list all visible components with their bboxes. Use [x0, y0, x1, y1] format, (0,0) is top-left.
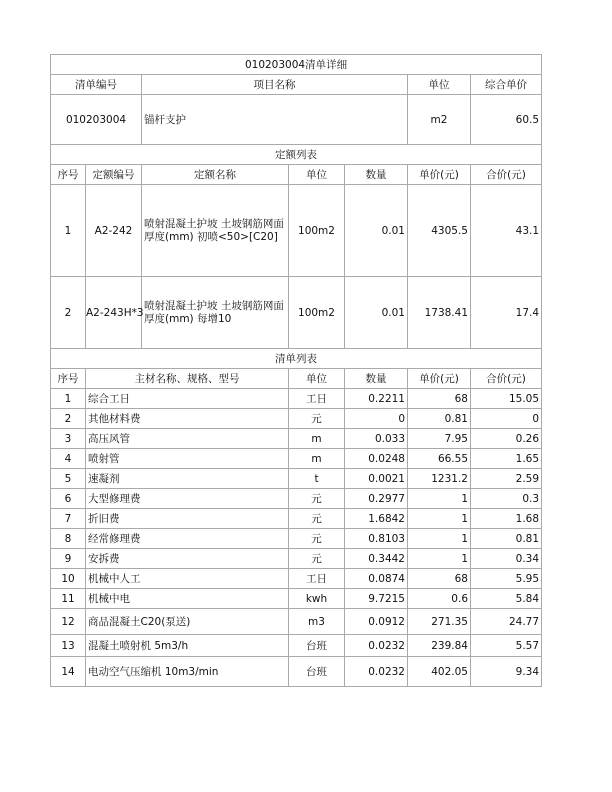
bill-name-header: 项目名称 [142, 75, 408, 95]
material-unit: kwh [289, 589, 345, 609]
material-row [51, 449, 542, 469]
material-row [51, 569, 542, 589]
material-name: 其他材料费 [86, 409, 289, 429]
material-qty: 0 [345, 409, 408, 429]
material-name: 大型修理费 [86, 489, 289, 509]
material-name: 喷射管 [86, 449, 289, 469]
material-qty: 0.2977 [345, 489, 408, 509]
material-row [51, 389, 542, 409]
material-seq: 5 [51, 469, 86, 489]
bill-detail-table [50, 54, 542, 687]
material-price: 68 [408, 389, 471, 409]
material-row [51, 469, 542, 489]
material-seq: 7 [51, 509, 86, 529]
material-qty: 0.0021 [345, 469, 408, 489]
material-total: 0.81 [471, 529, 542, 549]
bill-code-header: 清单编号 [51, 75, 142, 95]
material-row [51, 657, 542, 687]
material-name: 机械中电 [86, 589, 289, 609]
material-name: 综合工日 [86, 389, 289, 409]
bill-header-row [51, 75, 542, 95]
quota-total-header: 合价(元) [471, 165, 542, 185]
material-unit: m [289, 429, 345, 449]
material-section-row [51, 349, 542, 369]
bill-unit-header: 单位 [408, 75, 471, 95]
material-price: 68 [408, 569, 471, 589]
material-seq: 3 [51, 429, 86, 449]
material-price: 1 [408, 509, 471, 529]
material-row [51, 529, 542, 549]
material-seq: 11 [51, 589, 86, 609]
quota-total: 43.1 [471, 185, 542, 277]
material-total: 1.68 [471, 509, 542, 529]
material-unit: 元 [289, 549, 345, 569]
material-price: 1 [408, 549, 471, 569]
material-total: 15.05 [471, 389, 542, 409]
material-seq: 2 [51, 409, 86, 429]
material-name: 商品混凝土C20(泵送) [86, 609, 289, 635]
bill-name: 锚杆支护 [142, 95, 408, 145]
material-qty: 1.6842 [345, 509, 408, 529]
quota-price: 4305.5 [408, 185, 471, 277]
material-row [51, 409, 542, 429]
quota-qty: 0.01 [345, 277, 408, 349]
material-unit: m [289, 449, 345, 469]
quota-unit: 100m2 [289, 185, 345, 277]
material-total: 5.95 [471, 569, 542, 589]
material-qty: 0.8103 [345, 529, 408, 549]
quota-row [51, 185, 542, 277]
material-price: 1 [408, 529, 471, 549]
material-price: 0.81 [408, 409, 471, 429]
material-name: 混凝土喷射机 5m3/h [86, 635, 289, 657]
material-unit: 工日 [289, 389, 345, 409]
quota-header-row [51, 165, 542, 185]
bill-row [51, 95, 542, 145]
material-total: 2.59 [471, 469, 542, 489]
material-price: 1 [408, 489, 471, 509]
material-qty-header: 数量 [345, 369, 408, 389]
material-qty: 0.0232 [345, 635, 408, 657]
quota-name-header: 定额名称 [142, 165, 289, 185]
material-qty: 9.7215 [345, 589, 408, 609]
material-seq: 10 [51, 569, 86, 589]
material-price: 239.84 [408, 635, 471, 657]
material-total: 0.3 [471, 489, 542, 509]
bill-price: 60.5 [471, 95, 542, 145]
material-unit: 元 [289, 529, 345, 549]
material-qty: 0.0912 [345, 609, 408, 635]
material-seq: 6 [51, 489, 86, 509]
material-price: 402.05 [408, 657, 471, 687]
material-qty: 0.0248 [345, 449, 408, 469]
quota-seq: 1 [51, 185, 86, 277]
quota-row [51, 277, 542, 349]
material-price: 7.95 [408, 429, 471, 449]
material-unit: 工日 [289, 569, 345, 589]
material-unit-header: 单位 [289, 369, 345, 389]
quota-name: 喷射混凝土护坡 土坡钢筋网面 厚度(mm) 每增10 [142, 277, 289, 349]
material-name: 折旧费 [86, 509, 289, 529]
material-name: 安拆费 [86, 549, 289, 569]
material-seq: 14 [51, 657, 86, 687]
material-qty: 0.3442 [345, 549, 408, 569]
material-price-header: 单价(元) [408, 369, 471, 389]
quota-code: A2-242 [86, 185, 142, 277]
material-qty: 0.0232 [345, 657, 408, 687]
sheet-title: 010203004清单详细 [51, 55, 542, 75]
quota-price: 1738.41 [408, 277, 471, 349]
material-total-header: 合价(元) [471, 369, 542, 389]
material-seq: 1 [51, 389, 86, 409]
material-unit: 台班 [289, 635, 345, 657]
material-seq-header: 序号 [51, 369, 86, 389]
material-seq: 9 [51, 549, 86, 569]
material-name: 机械中人工 [86, 569, 289, 589]
material-row [51, 635, 542, 657]
quota-unit-header: 单位 [289, 165, 345, 185]
material-unit: m3 [289, 609, 345, 635]
material-name: 经常修理费 [86, 529, 289, 549]
material-total: 0.34 [471, 549, 542, 569]
material-unit: t [289, 469, 345, 489]
quota-seq-header: 序号 [51, 165, 86, 185]
material-price: 1231.2 [408, 469, 471, 489]
material-qty: 0.033 [345, 429, 408, 449]
quota-total: 17.4 [471, 277, 542, 349]
material-qty: 0.2211 [345, 389, 408, 409]
material-row [51, 489, 542, 509]
material-row [51, 429, 542, 449]
material-row [51, 549, 542, 569]
material-seq: 4 [51, 449, 86, 469]
quota-seq: 2 [51, 277, 86, 349]
title-row [51, 55, 542, 75]
material-total: 24.77 [471, 609, 542, 635]
material-total: 9.34 [471, 657, 542, 687]
material-row [51, 609, 542, 635]
quota-section-title: 定额列表 [51, 145, 542, 165]
material-header-row [51, 369, 542, 389]
material-price: 271.35 [408, 609, 471, 635]
bill-code: 010203004 [51, 95, 142, 145]
quota-price-header: 单价(元) [408, 165, 471, 185]
quota-qty-header: 数量 [345, 165, 408, 185]
quota-qty: 0.01 [345, 185, 408, 277]
material-name: 速凝剂 [86, 469, 289, 489]
material-price: 66.55 [408, 449, 471, 469]
material-row [51, 589, 542, 609]
material-seq: 12 [51, 609, 86, 635]
quota-section-row [51, 145, 542, 165]
material-total: 5.57 [471, 635, 542, 657]
bill-unit: m2 [408, 95, 471, 145]
material-seq: 8 [51, 529, 86, 549]
quota-code: A2-243H*3 [86, 277, 142, 349]
quota-unit: 100m2 [289, 277, 345, 349]
material-total: 0 [471, 409, 542, 429]
material-total: 1.65 [471, 449, 542, 469]
material-name-header: 主材名称、规格、型号 [86, 369, 289, 389]
material-total: 0.26 [471, 429, 542, 449]
material-qty: 0.0874 [345, 569, 408, 589]
material-unit: 元 [289, 509, 345, 529]
material-name: 电动空气压缩机 10m3/min [86, 657, 289, 687]
material-seq: 13 [51, 635, 86, 657]
material-unit: 元 [289, 409, 345, 429]
material-unit: 台班 [289, 657, 345, 687]
quota-code-header: 定额编号 [86, 165, 142, 185]
bill-price-header: 综合单价 [471, 75, 542, 95]
material-name: 高压风管 [86, 429, 289, 449]
material-total: 5.84 [471, 589, 542, 609]
material-price: 0.6 [408, 589, 471, 609]
material-row [51, 509, 542, 529]
material-unit: 元 [289, 489, 345, 509]
material-section-title: 清单列表 [51, 349, 542, 369]
quota-name: 喷射混凝土护坡 土坡钢筋网面 厚度(mm) 初喷<50>[C20] [142, 185, 289, 277]
